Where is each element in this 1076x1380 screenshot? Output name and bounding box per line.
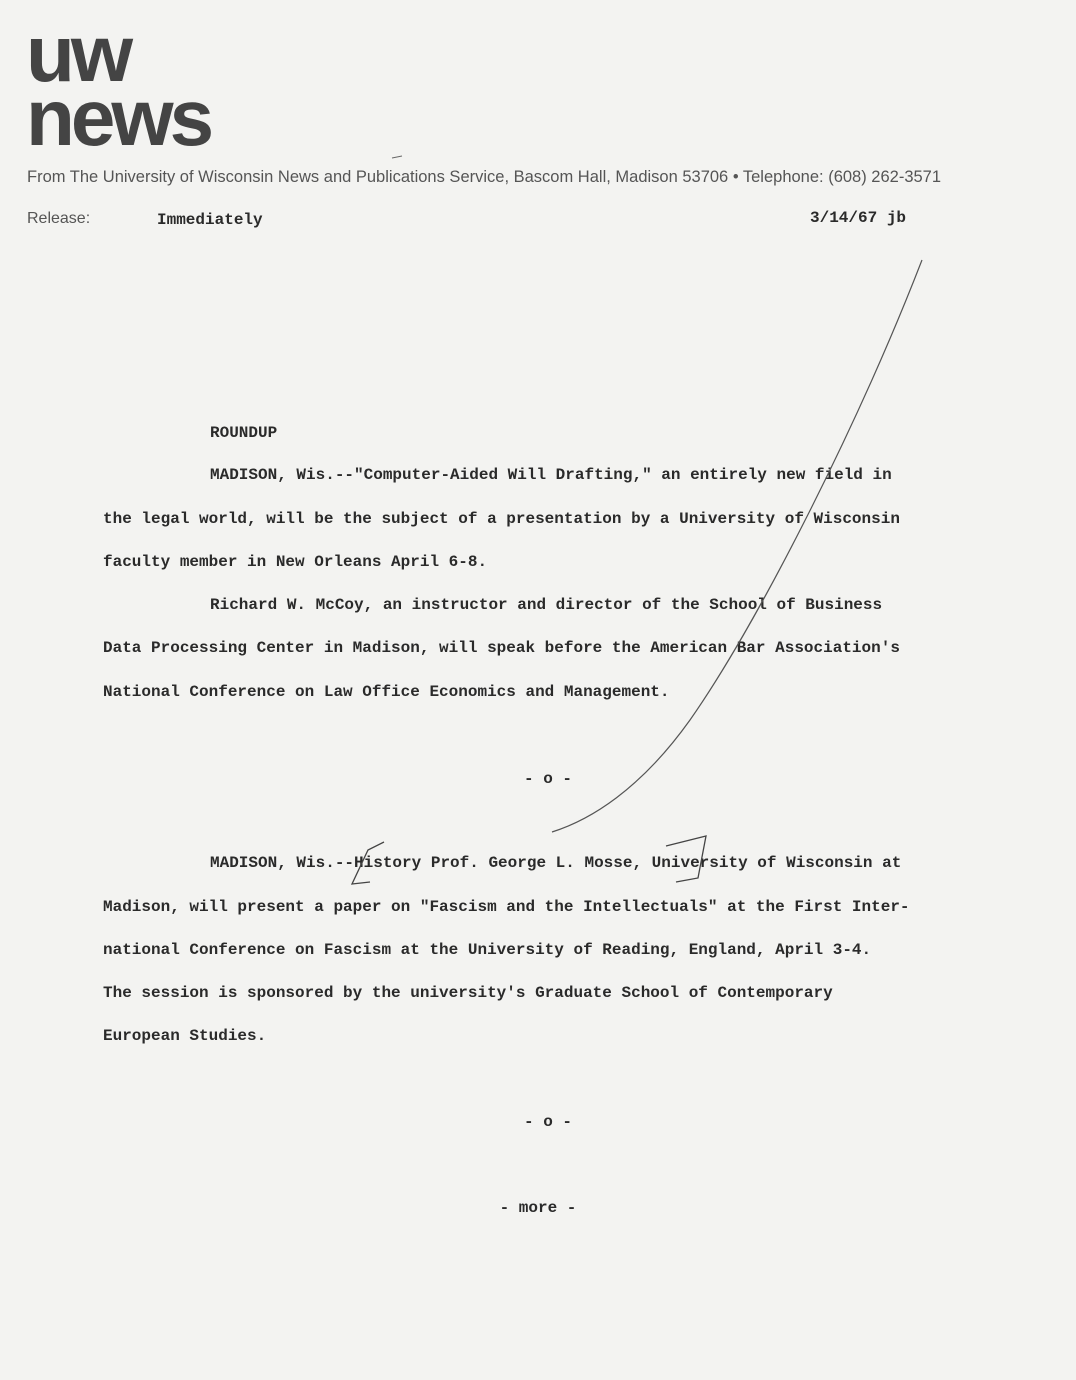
editor-stroke-mark [552,260,922,832]
story2-line: European Studies. [103,1027,267,1045]
story2-line: MADISON, Wis.--History Prof. George L. Mosse, University of Wisconsin at [210,854,902,872]
story1-line: Richard W. McCoy, an instructor and director of the School of Business [210,596,883,614]
story1-line: the legal world, will be the subject of a presentation by a University of Wisconsin [103,510,900,528]
date-code: 3/14/67 jb [810,209,907,227]
separator: - o - [523,1113,572,1131]
release-label: Release: [27,210,91,227]
story2-line: Madison, will present a paper on "Fascism and the Intellectuals" at the First Inter- [103,898,910,916]
roundup-heading: ROUNDUP [210,424,278,442]
story1-line: faculty member in New Orleans April 6-8. [103,553,488,571]
more-footer: - more - [499,1199,577,1217]
stray-mark [392,156,402,158]
bracket-mark-open [352,842,384,884]
bracket-mark-close [666,836,706,882]
logo-line-news: news [26,73,211,162]
story2-line: national Conference on Fascism at the University of Reading, England, April 3-4. [103,941,872,959]
story1-line: MADISON, Wis.--"Computer-Aided Will Drafting," an entirely new field in [210,466,892,484]
release-value: Immediately [157,211,263,229]
story1-line: National Conference on Law Office Economics and Management. [103,683,670,701]
letterhead-address: From The University of Wisconsin News and Publications Service, Bascom Hall, Madison 53706 • Telephone: (608) 262-3571 [27,168,942,186]
separator: - o - [523,770,572,788]
logo-line-uw: uw [26,9,130,98]
story2-line: The session is sponsored by the university's Graduate School of Contemporary [103,984,833,1002]
story1-line: Data Processing Center in Madison, will speak before the American Bar Association's [103,639,900,657]
